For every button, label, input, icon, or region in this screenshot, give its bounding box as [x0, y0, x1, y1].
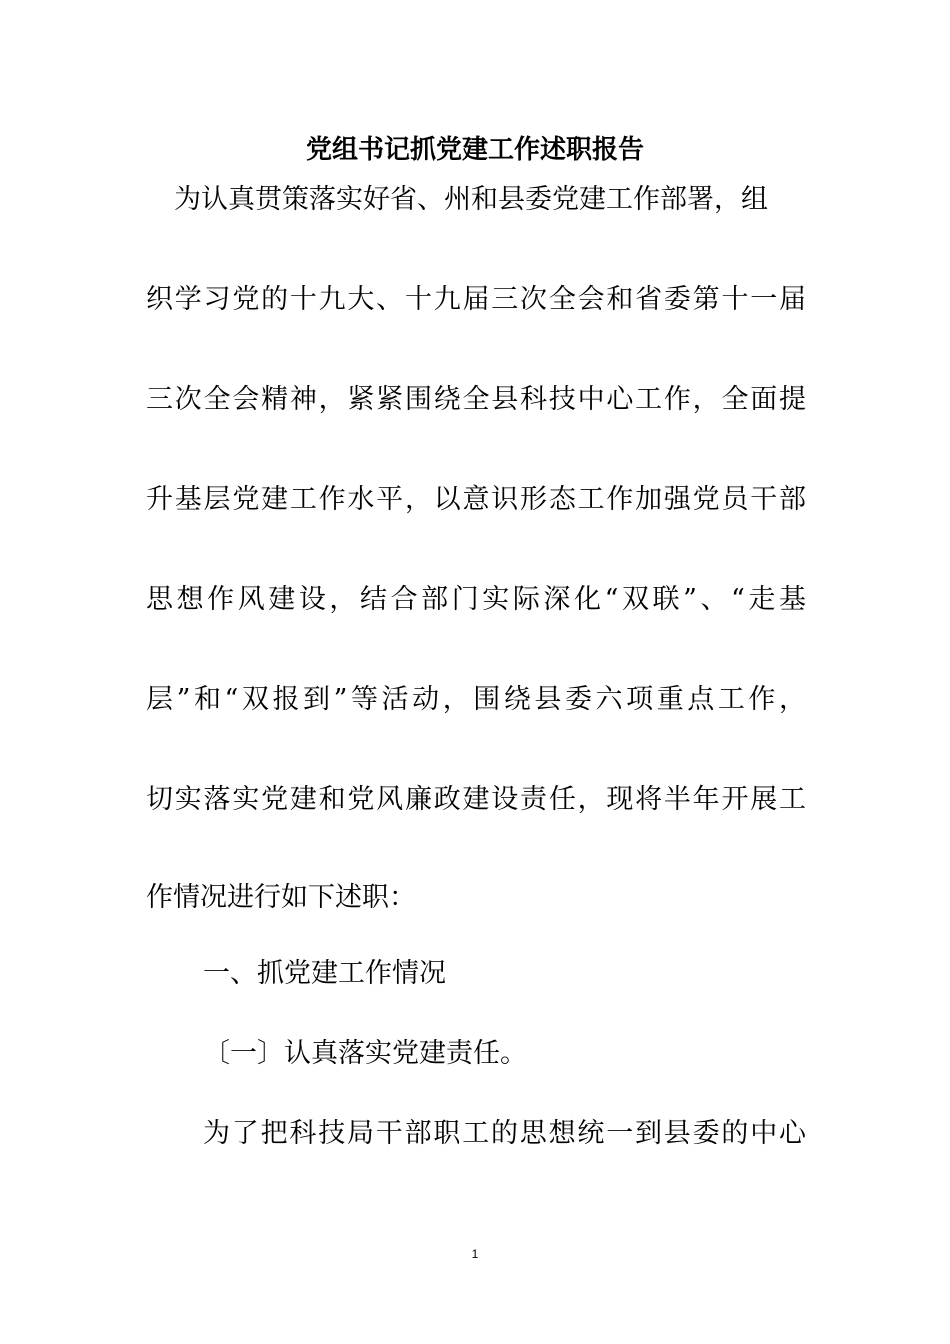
paragraph-line-8: 作情况进行如下述职： — [146, 882, 416, 913]
paragraph-line-5: 思想作风建设，结合部门实际深化“双联”、“走基 — [146, 584, 806, 615]
paragraph-line-1: 为认真贯策落实好省、州和县委党建工作部署，组 — [174, 184, 768, 215]
paragraph-line-3: 三次全会精神，紧紧围绕全县科技中心工作，全面提 — [146, 384, 806, 415]
paragraph-line-6: 层”和“双报到”等活动，围绕县委六项重点工作， — [146, 684, 806, 715]
paragraph-line-7: 切实落实党建和党风廉政建设责任，现将半年开展工 — [146, 784, 806, 815]
subsection-heading: 〔一〕认真落实党建责任。 — [203, 1038, 527, 1069]
page-number: 1 — [471, 1247, 479, 1261]
section-heading: 一、抓党建工作情况 — [203, 958, 446, 989]
paragraph-line-4: 升基层党建工作水平，以意识形态工作加强党员干部 — [146, 484, 806, 515]
document-title: 党组书记抓党建工作述职报告 — [305, 135, 644, 165]
paragraph-2-line-1: 为了把科技局干部职工的思想统一到县委的中心 — [203, 1118, 806, 1149]
paragraph-line-2: 织学习党的十九大、十九届三次全会和省委第十一届 — [146, 284, 806, 315]
